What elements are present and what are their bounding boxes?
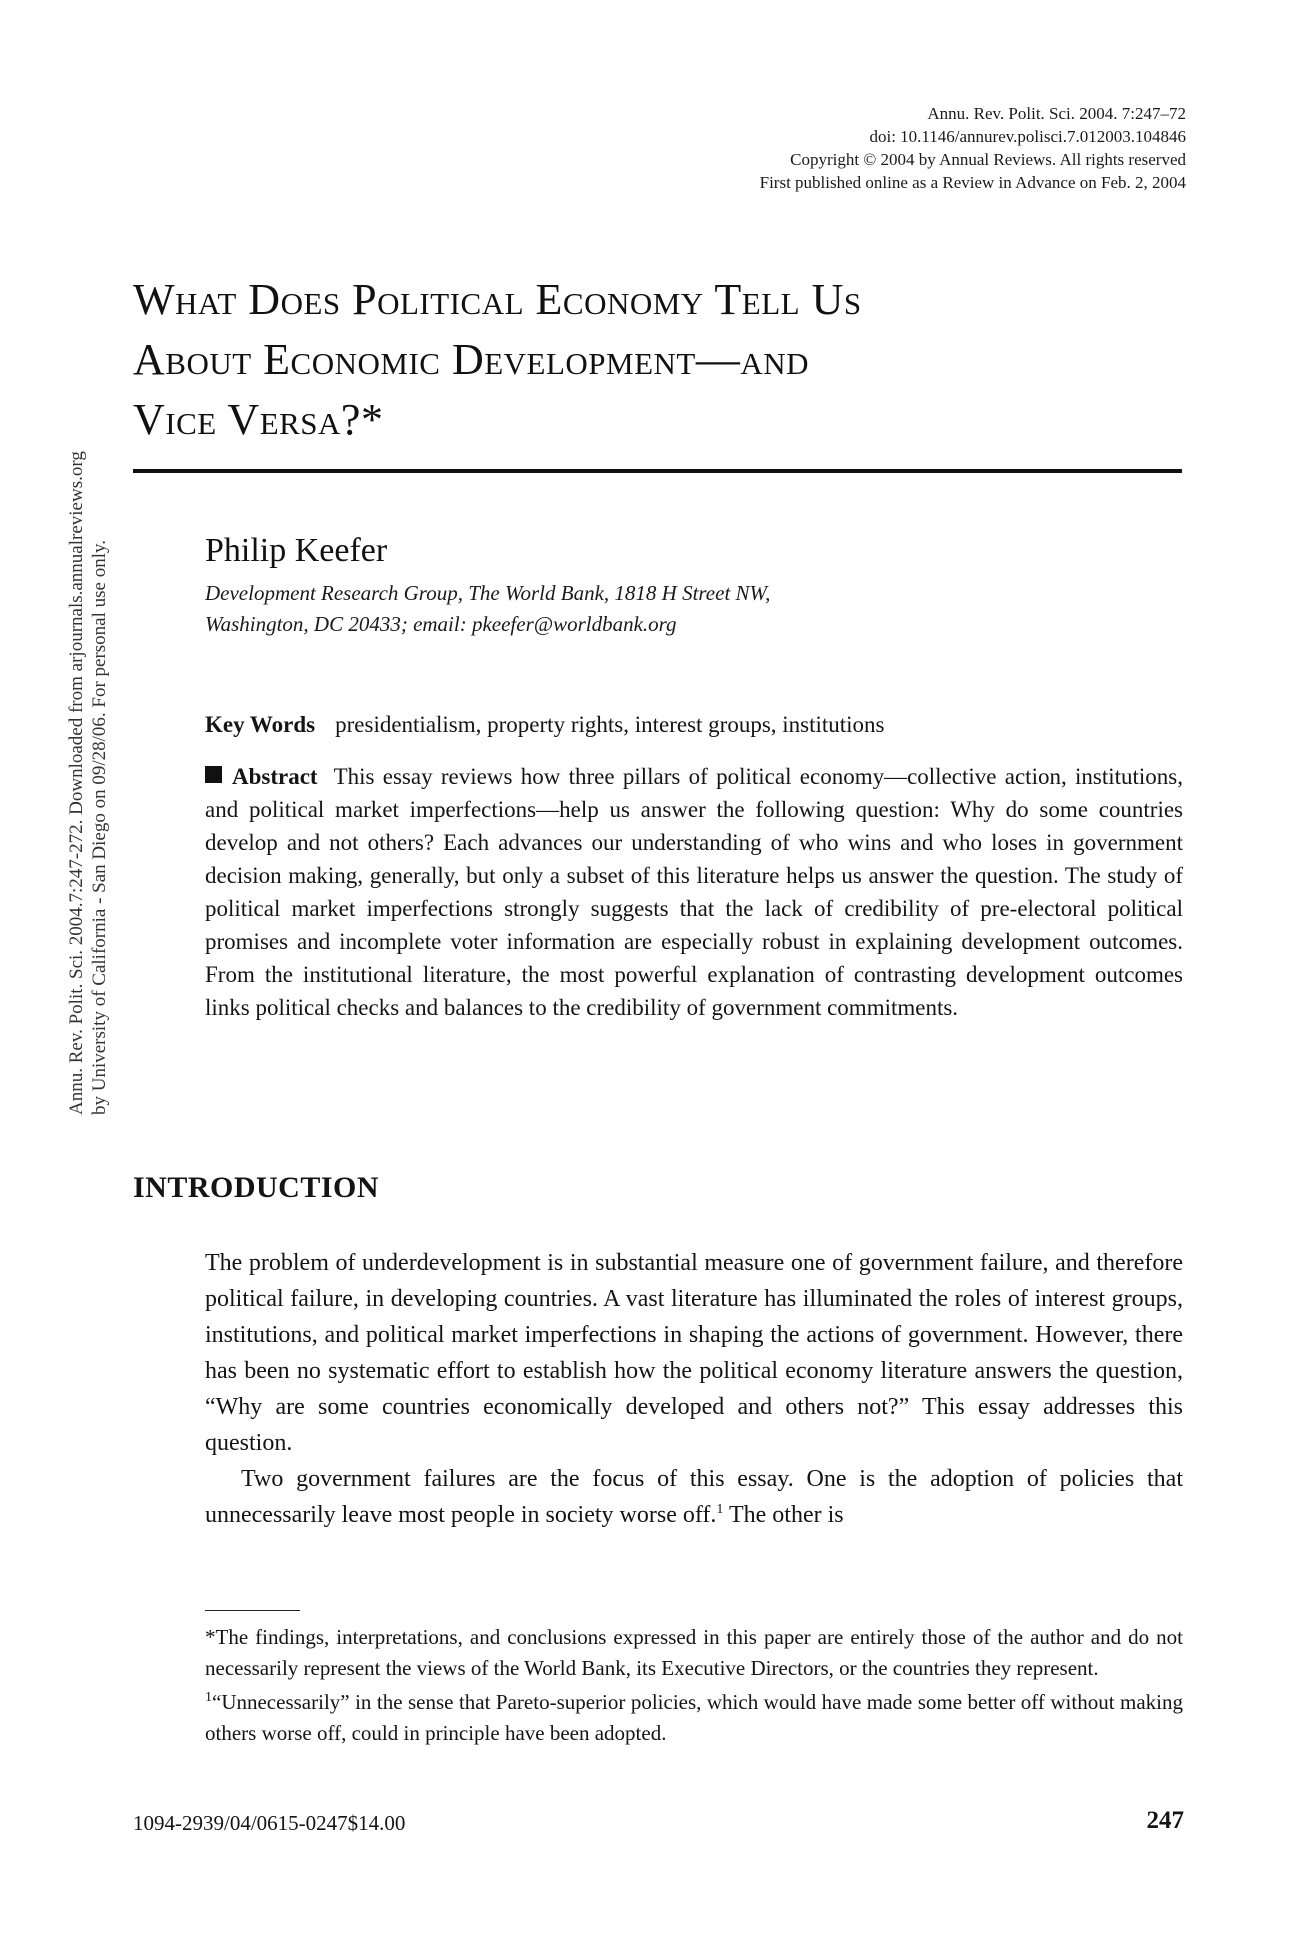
journal-line: Annu. Rev. Polit. Sci. 2004. 7:247–72 (927, 104, 1186, 123)
body-paragraph-2 (205, 1461, 1183, 1533)
footnote-ref-1[interactable]: 1 (716, 1502, 724, 1517)
paper-title (133, 270, 1183, 450)
title-line-1: What Does Political Economy Tell Us (133, 275, 862, 324)
doi-line: doi: 10.1146/annurev.polisci.7.012003.104846 (869, 127, 1186, 146)
abstract (205, 760, 1183, 1024)
title-line-2: About Economic Development—and (133, 335, 810, 384)
page-number: 247 (1146, 1807, 1184, 1834)
paragraph-2-tail: The other is (723, 1502, 844, 1528)
section-heading: INTRODUCTION (133, 1171, 380, 1204)
footnote-1 (205, 1687, 1183, 1749)
keywords-label: Key Words (205, 712, 316, 737)
footnote-1-text: “Unnecessarily” in the sense that Pareto-superior policies, which would have made some better off without making others worse off, could in principle have been adopted. (205, 1690, 1183, 1745)
abstract-label: Abstract (232, 764, 318, 789)
body-text (205, 1245, 1183, 1533)
watermark-line-2: by University of California - San Diego on 09/28/06. For personal use only. (89, 539, 110, 1115)
abstract-text: This essay reviews how three pillars of political economy—collective action, institutions, and political market imperfections—help us answer the following question: Why do some countries develop and not others? Each advances our understanding of who wins and who loses in government decision making, generally, but only a subset of this literature helps us answer the question. The study of political market imperfections strongly suggests that the lack of credibility of pre-electoral political promises and incomplete voter information are especially robust in explaining development outcomes. From the institutional literature, the most powerful explanation of contrasting development outcomes links political checks and balances to the credibility of government commitments. (205, 764, 1183, 1020)
copyright-line: Copyright © 2004 by Annual Reviews. All rights reserved (790, 150, 1186, 169)
footnotes (205, 1622, 1183, 1752)
journal-citation-header (760, 102, 1186, 194)
author-name: Philip Keefer (205, 532, 388, 569)
keywords (205, 710, 1185, 740)
footnote-divider (205, 1610, 300, 1611)
body-paragraph-1: The problem of underdevelopment is in substantial measure one of government failure, and therefore political failure, in developing countries. A vast literature has illuminated the roles of interest groups, institutions, and political market imperfections in shaping the actions of government. However, there has been no systematic effort to establish how the political economy literature answers the question, “Why are some countries economically developed and others not?” This essay addresses this question. (205, 1250, 1183, 1456)
watermark-line-1: Annu. Rev. Polit. Sci. 2004.7:247-272. Downloaded from arjournals.annualreviews.org (66, 451, 87, 1115)
affiliation-line-1: Development Research Group, The World Bank, 1818 H Street NW, (205, 581, 771, 605)
affiliation-line-2: Washington, DC 20433; email: pkeefer@worldbank.org (205, 612, 677, 636)
published-line: First published online as a Review in Advance on Feb. 2, 2004 (759, 173, 1186, 192)
footer-code: 1094-2939/04/0615-0247$14.00 (133, 1811, 406, 1835)
download-watermark (65, 451, 111, 1115)
footnote-star: *The findings, interpretations, and conclusions expressed in this paper are entirely those of the author and do not necessarily represent the views of the World Bank, its Executive Directors, or the countries they represent. (205, 1625, 1183, 1680)
title-divider (133, 469, 1182, 473)
keywords-text: presidentialism, property rights, interest groups, institutions (335, 712, 885, 737)
author-affiliation (205, 578, 1185, 640)
paragraph-2-text: Two government failures are the focus of this essay. One is the adoption of policies that unnecessarily leave most people in society worse off. (205, 1466, 1183, 1528)
title-line-3: Vice Versa?* (133, 395, 384, 444)
abstract-square-icon (205, 766, 222, 783)
footnote-1-marker: 1 (205, 1690, 212, 1705)
